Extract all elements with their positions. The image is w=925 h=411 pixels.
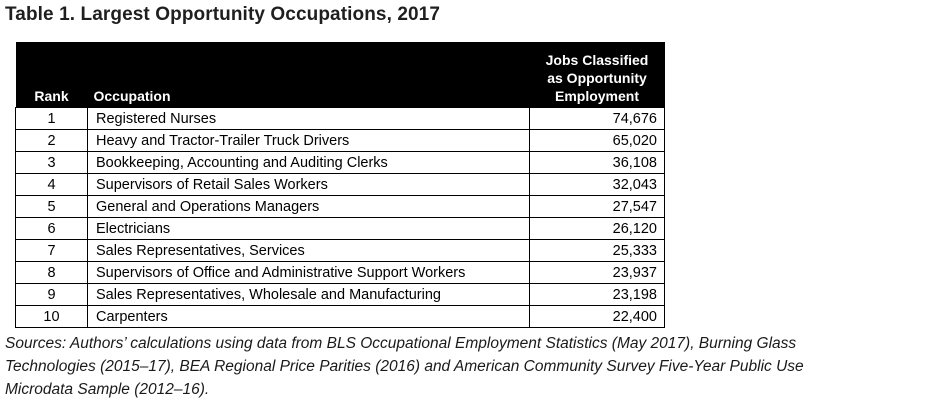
jobs-header-line-2: as Opportunity (547, 70, 647, 86)
table-row (16, 130, 665, 152)
jobs-cell: 22,400 (530, 306, 665, 328)
table-row (16, 284, 665, 306)
rank-cell: 2 (16, 130, 88, 152)
occupation-cell: Carpenters (88, 306, 530, 328)
jobs-cell: 23,198 (530, 284, 665, 306)
occupation-cell: Supervisors of Office and Administrative Support Workers (88, 262, 530, 284)
jobs-cell: 32,043 (530, 174, 665, 196)
occupation-cell: Registered Nurses (88, 108, 530, 130)
occupation-cell: Sales Representatives, Services (88, 240, 530, 262)
jobs-cell: 36,108 (530, 152, 665, 174)
table-row (16, 262, 665, 284)
jobs-cell: 23,937 (530, 262, 665, 284)
occupation-cell: Supervisors of Retail Sales Workers (88, 174, 530, 196)
occupation-column-header: Occupation (88, 42, 530, 108)
sources-line-2: Technologies (2015–17), BEA Regional Price Parities (2016) and American Community Survey Five-Year Public Use (5, 358, 804, 375)
table-row (16, 174, 665, 196)
jobs-header-line-3: Employment (554, 88, 639, 104)
table-row (16, 108, 665, 130)
rank-cell: 6 (16, 218, 88, 240)
table-header (16, 42, 665, 108)
table-row (16, 218, 665, 240)
rank-cell: 5 (16, 196, 88, 218)
rank-cell: 10 (16, 306, 88, 328)
rank-cell: 3 (16, 152, 88, 174)
rank-cell: 7 (16, 240, 88, 262)
occupation-cell: Bookkeeping, Accounting and Auditing Clerks (88, 152, 530, 174)
occupation-cell: Sales Representatives, Wholesale and Manufacturing (88, 284, 530, 306)
jobs-cell: 25,333 (530, 240, 665, 262)
rank-cell: 9 (16, 284, 88, 306)
jobs-cell: 27,547 (530, 196, 665, 218)
table-row (16, 306, 665, 328)
table-row (16, 196, 665, 218)
jobs-column-header (530, 42, 665, 108)
rank-cell: 8 (16, 262, 88, 284)
occupation-cell: General and Operations Managers (88, 196, 530, 218)
table-row (16, 240, 665, 262)
sources-note (5, 332, 910, 401)
table-header-row (16, 42, 665, 108)
jobs-cell: 74,676 (530, 108, 665, 130)
rank-cell: 4 (16, 174, 88, 196)
opportunity-occupations-table (15, 42, 665, 328)
rank-cell: 1 (16, 108, 88, 130)
opportunity-occupations-table-container (15, 42, 664, 328)
sources-line-3: Microdata Sample (2012–16). (5, 381, 210, 398)
occupation-cell: Heavy and Tractor-Trailer Truck Drivers (88, 130, 530, 152)
sources-line-1: Sources: Authors’ calculations using data from BLS Occupational Employment Statistics (May 2017), Burning Glass (5, 335, 797, 352)
occupation-cell: Electricians (88, 218, 530, 240)
table-title: Table 1. Largest Opportunity Occupations, 2017 (5, 4, 441, 25)
table-row (16, 152, 665, 174)
rank-column-header: Rank (16, 42, 88, 108)
jobs-header-line-1: Jobs Classified (545, 52, 649, 68)
jobs-cell: 26,120 (530, 218, 665, 240)
jobs-cell: 65,020 (530, 130, 665, 152)
table-body (16, 108, 665, 328)
